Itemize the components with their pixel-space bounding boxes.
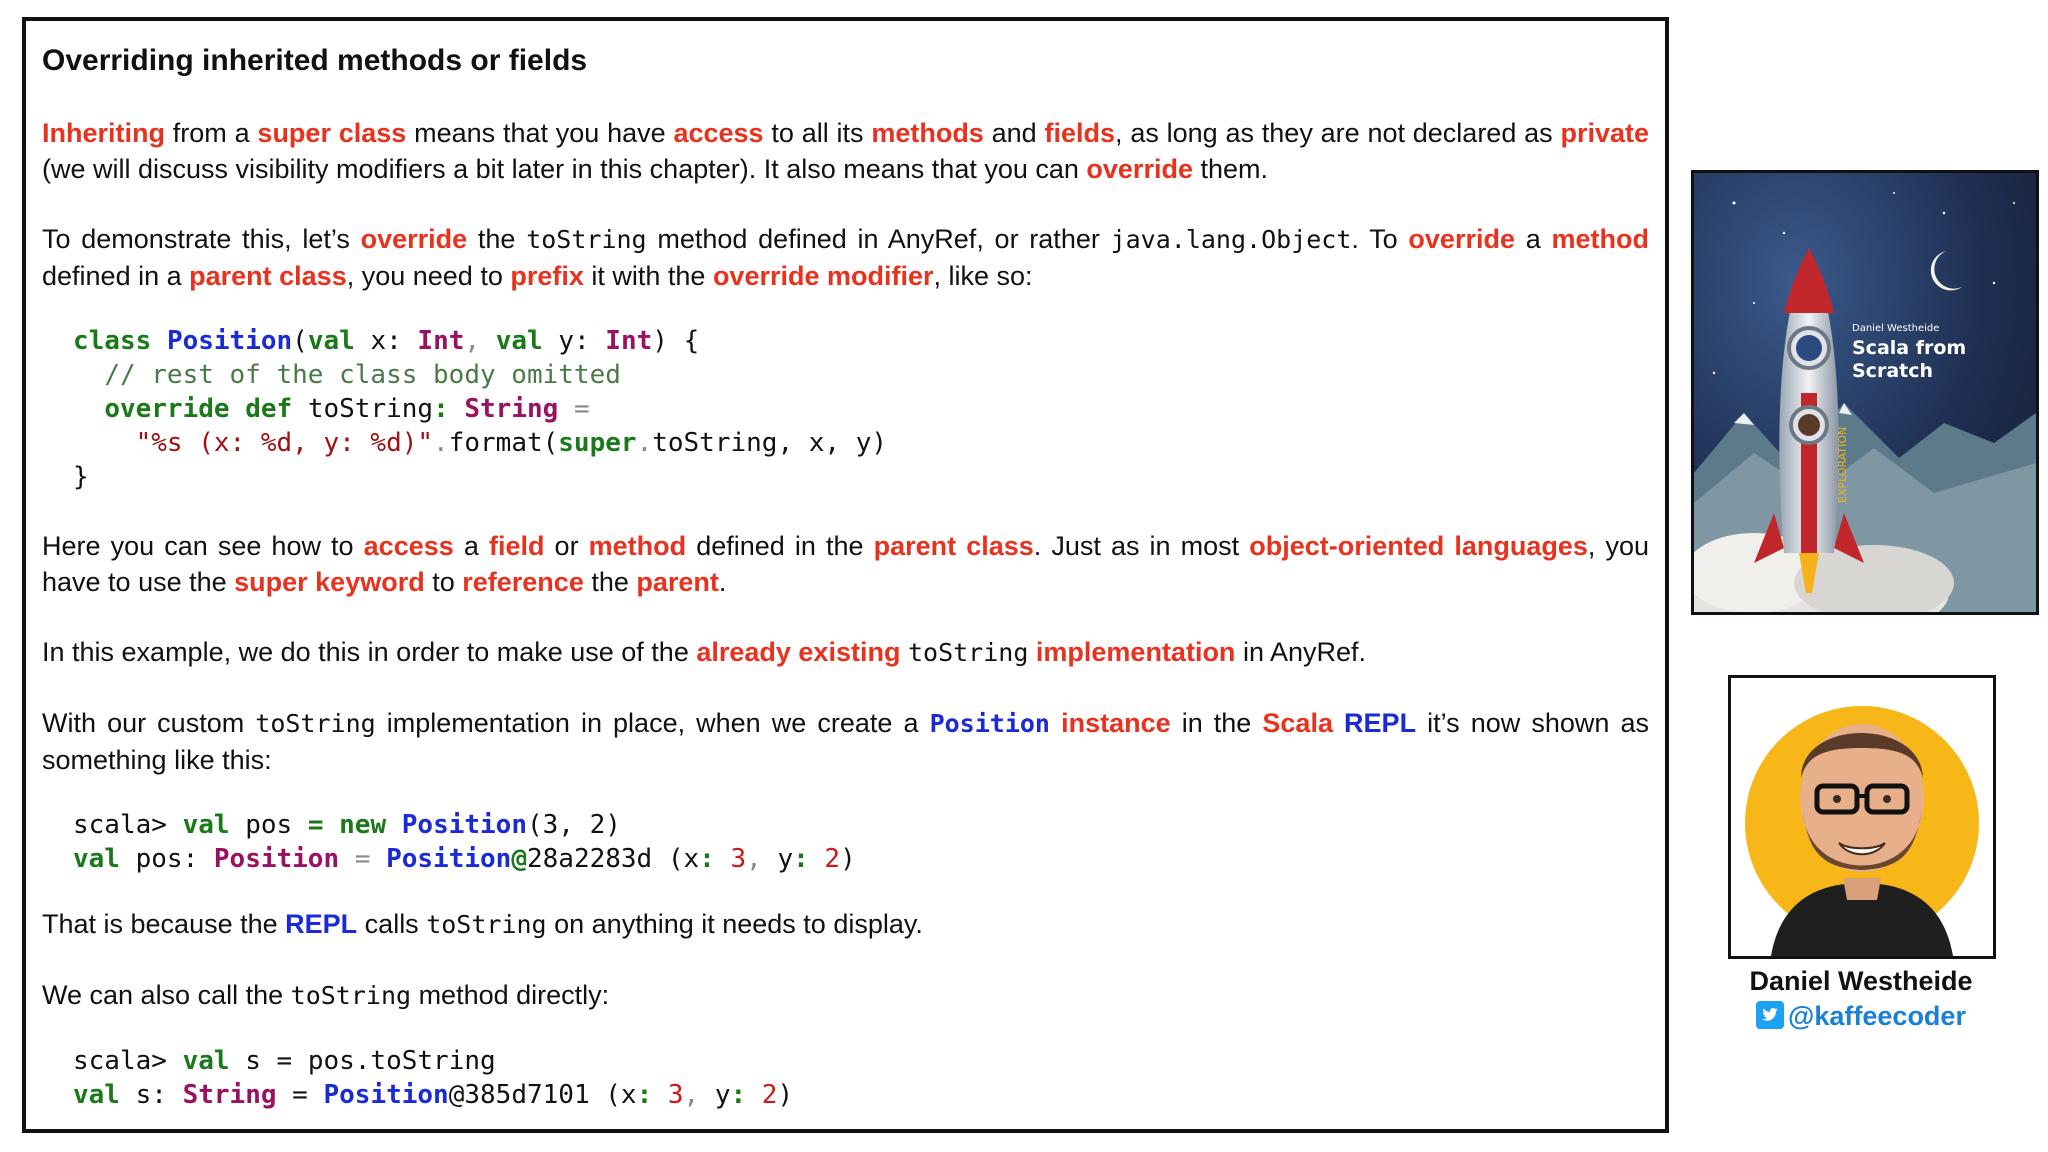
author-avatar xyxy=(1728,675,1996,959)
paragraph-example: In this example, we do this in order to make use of the already existing toString implementation in AnyRef. xyxy=(42,637,1367,667)
slide-content xyxy=(22,17,1669,1133)
code-line: "%s (x: %d, y: %d)".format(super.toString, x, y) xyxy=(135,428,888,458)
twitter-handle-link[interactable] xyxy=(1680,999,2042,1033)
code-line: override def toString: String = xyxy=(104,394,590,424)
code-block-repl-tostring xyxy=(42,1044,1649,1112)
book-cover-image xyxy=(1691,170,2039,615)
book-author-label: Daniel Westheide xyxy=(1852,323,1940,334)
code-line: // rest of the class body omitted xyxy=(104,360,621,390)
highlight: Inheriting xyxy=(42,118,165,148)
highlight: override xyxy=(1086,154,1193,184)
avatar-illustration xyxy=(1731,678,1993,956)
book-title-line-1: Scala from xyxy=(1852,337,1967,359)
highlight: private xyxy=(1560,118,1649,148)
book-tag-label: EXPLORATION xyxy=(1836,426,1849,503)
twitter-handle-text[interactable]: @kaffeecoder xyxy=(1788,1001,1966,1031)
twitter-bird-icon[interactable] xyxy=(1756,1001,1784,1029)
code-block-class-position xyxy=(42,324,1649,494)
book-title-line-2: Scratch xyxy=(1852,360,1934,382)
highlight: access xyxy=(673,118,764,148)
paragraph-access-parent: Here you can see how to access a field or method defined in the parent class. Just as in most object-oriented languages, you have to use the super keyword to reference the parent. xyxy=(42,531,1649,597)
highlight: fields xyxy=(1044,118,1116,148)
code-block-repl-position xyxy=(42,808,1649,876)
paragraph-repl-calls: That is because the REPL calls toString on anything it needs to display. xyxy=(42,909,923,939)
slide-title: Overriding inherited methods or fields xyxy=(42,44,588,77)
author-name: Daniel Westheide xyxy=(1749,966,1973,996)
code-line: scala> val pos = new Position(3, 2) xyxy=(73,810,621,840)
book-cover-art xyxy=(1694,173,2036,612)
code-line: } xyxy=(73,462,89,492)
paragraph-inheritance: Inheriting from a super class means that you have access to all its methods and fields, as long as they are not declared as private (we will discuss visibility modifiers a bit later in this chapter). It also means that you can override them. xyxy=(42,118,1649,184)
paragraph-demonstrate: To demonstrate this, let’s override the toString method defined in AnyRef, or rather java.lang.Object. To override a method defined in a parent class, you need to prefix it with the override modifier, like so: xyxy=(42,224,1649,291)
paragraph-call-directly: We can also call the toString method directly: xyxy=(42,980,610,1010)
code-line: scala> val s = pos.toString xyxy=(73,1046,496,1076)
code-line: val pos: Position = Position@28a2283d (x: 3, y: 2) xyxy=(73,844,856,874)
code-line: val s: String = Position@385d7101 (x: 3, y: 2) xyxy=(73,1080,794,1110)
code-line: class Position(val x: Int, val y: Int) { xyxy=(73,326,700,356)
highlight: super class xyxy=(257,118,407,148)
highlight: methods xyxy=(871,118,984,148)
paragraph-custom-tostring: With our custom toString implementation in place, when we create a Position instance in the Scala REPL it’s now shown as something like this: xyxy=(42,708,1649,775)
